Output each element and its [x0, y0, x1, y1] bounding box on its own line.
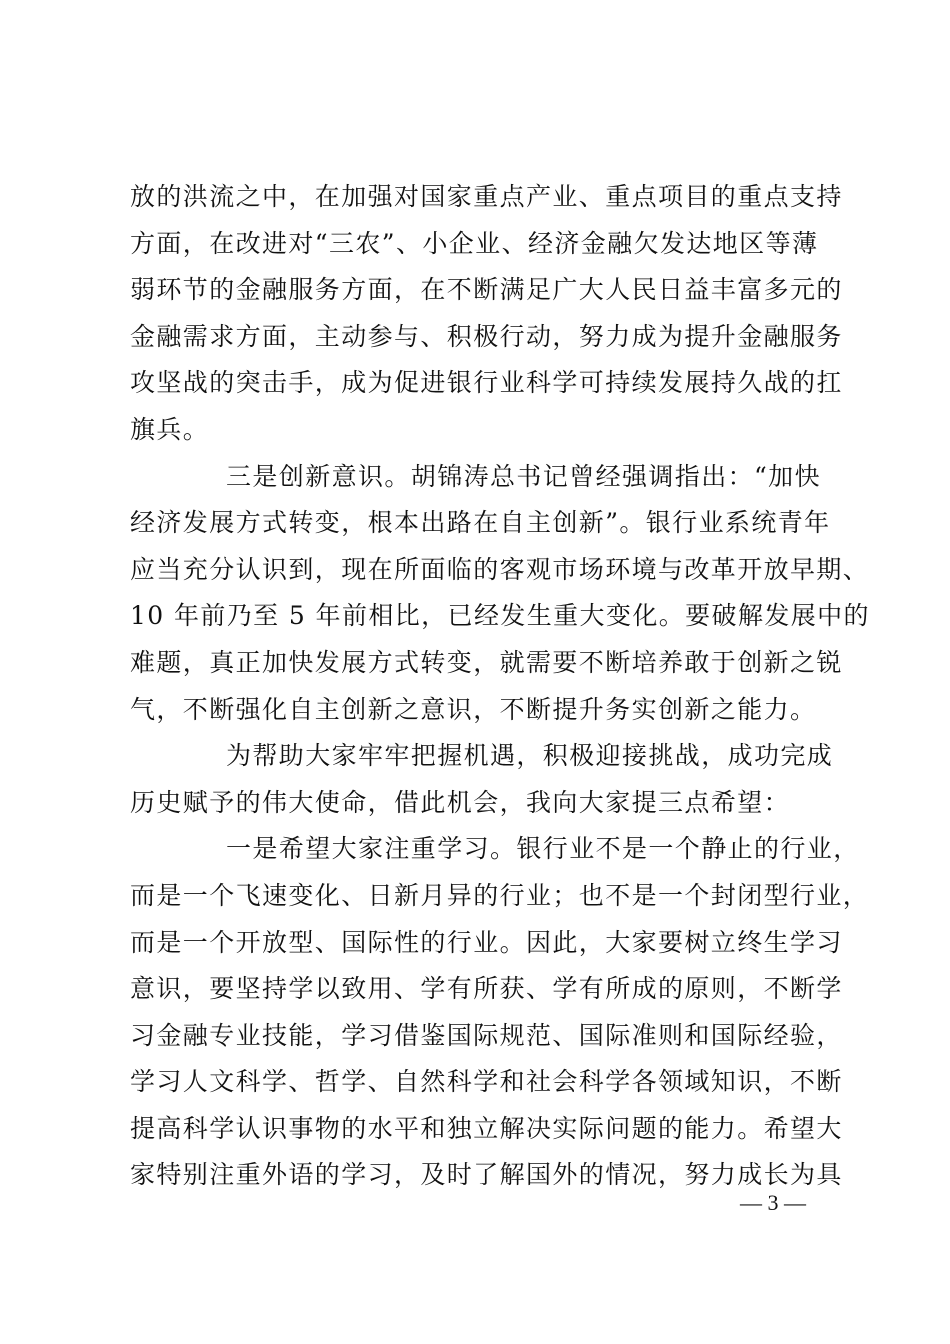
document-body	[130, 174, 870, 1199]
text-line: 提高科学认识事物的水平和独立解决实际问题的能力。希望大	[130, 1113, 843, 1143]
text-line: 经济发展方式转变，根本出路在自主创新”。银行业系统青年	[130, 508, 831, 538]
text-line: 而是一个飞速变化、日新月异的行业；也不是一个封闭型行业，	[130, 880, 870, 910]
text-line-indented: 三是创新意识。胡锦涛总书记曾经强调指出：“加快	[226, 461, 821, 491]
text-line: 金融需求方面，主动参与、积极行动，努力成为提升金融服务	[130, 321, 843, 351]
text-line: 旗兵。	[130, 414, 210, 444]
text-line: 而是一个开放型、国际性的行业。因此，大家要树立终生学习	[130, 927, 843, 957]
text-line: 弱环节的金融服务方面，在不断满足广大人民日益丰富多元的	[130, 275, 843, 305]
text-line: 10 年前乃至 5 年前相比，已经发生重大变化。要破解发展中的	[130, 601, 870, 631]
text-line: 历史赋予的伟大使命，借此机会，我向大家提三点希望：	[130, 787, 791, 817]
text-line: 意识，要坚持学以致用、学有所获、学有所成的原则，不断学	[130, 974, 843, 1004]
paragraph-3	[130, 733, 834, 826]
paragraph-2	[130, 454, 870, 734]
text-line-indented: 一是希望大家注重学习。银行业不是一个静止的行业，	[226, 834, 860, 864]
text-line-indented: 为帮助大家牢牢把握机遇，积极迎接挑战，成功完成	[226, 741, 834, 771]
text-line: 家特别注重外语的学习，及时了解国外的情况，努力成长为具	[130, 1160, 843, 1190]
paragraph-4	[130, 826, 870, 1199]
text-line: 气，不断强化自主创新之意识，不断提升务实创新之能力。	[130, 694, 817, 724]
text-line: 难题，真正加快发展方式转变，就需要不断培养敢于创新之锐	[130, 647, 843, 677]
text-line: 应当充分认识到，现在所面临的客观市场环境与改革开放早期、	[130, 554, 870, 584]
text-line: 攻坚战的突击手，成为促进银行业科学可持续发展持久战的扛	[130, 368, 843, 398]
paragraph-1	[130, 174, 843, 454]
text-line: 方面，在改进对“三农”、小企业、经济金融欠发达地区等薄	[130, 228, 819, 258]
text-line: 学习人文科学、哲学、自然科学和社会科学各领域知识，不断	[130, 1067, 843, 1097]
page-number: — 3 —	[740, 1190, 806, 1215]
text-line: 习金融专业技能，学习借鉴国际规范、国际准则和国际经验，	[130, 1020, 843, 1050]
text-line: 放的洪流之中，在加强对国家重点产业、重点项目的重点支持	[130, 182, 843, 211]
